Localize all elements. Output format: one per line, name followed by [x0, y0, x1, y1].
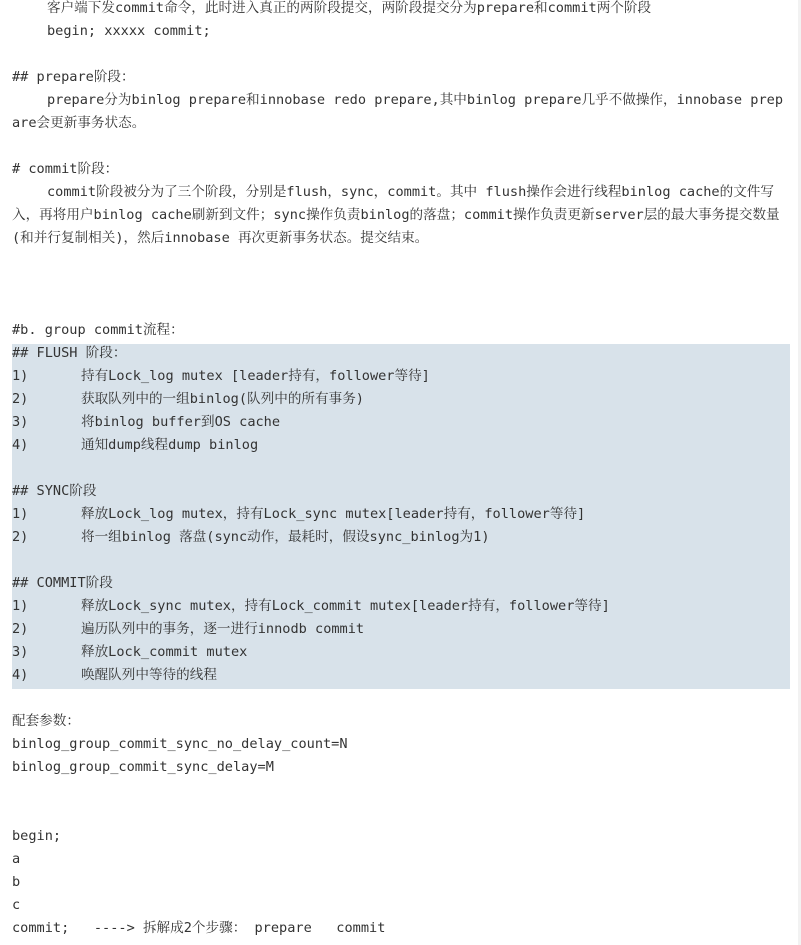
- flush-step: [12, 411, 280, 434]
- step-text: 释放Lock_sync mutex，持有Lock_commit mutex[leader持有，follower等待]: [81, 598, 610, 614]
- step-number: 3): [12, 414, 29, 430]
- group-commit-title: #b. group commit流程：: [12, 322, 184, 338]
- step-text: 持有Lock_log mutex [leader持有，follower等待]: [81, 368, 430, 384]
- step-number: 2): [12, 391, 29, 407]
- step-number: 4): [12, 667, 29, 683]
- step-text: 将binlog buffer到OS cache: [81, 414, 281, 430]
- step-number: 2): [12, 529, 29, 545]
- intro-line-2: begin; xxxxx commit;: [47, 23, 211, 39]
- commit-step: [12, 664, 217, 687]
- commit-step: [12, 595, 610, 618]
- commit-phase-heading: ## COMMIT阶段: [12, 575, 113, 591]
- step-number: 1): [12, 506, 29, 522]
- param-line: binlog_group_commit_sync_no_delay_count=N: [12, 736, 348, 752]
- flush-step: [12, 365, 430, 388]
- example-line: a: [12, 851, 21, 867]
- sync-step: [12, 503, 585, 526]
- example-line: b: [12, 874, 21, 890]
- prepare-body: prepare分为binlog prepare和innobase redo prepare,其中binlog prepare几乎不做操作，innobase prepare会更新事务状态。: [12, 92, 784, 131]
- intro-line-1: 客户端下发commit命令，此时进入真正的两阶段提交，两阶段提交分为prepare和commit两个阶段: [47, 0, 652, 16]
- step-text: 释放Lock_commit mutex: [81, 644, 248, 660]
- step-text: 获取队列中的一组binlog(队列中的所有事务): [81, 391, 364, 407]
- flush-heading: ## FLUSH 阶段：: [12, 345, 127, 361]
- step-number: 2): [12, 621, 29, 637]
- step-number: 3): [12, 644, 29, 660]
- prepare-heading: ## prepare阶段：: [12, 69, 135, 85]
- param-line: binlog_group_commit_sync_delay=M: [12, 759, 274, 775]
- step-number: 1): [12, 598, 29, 614]
- step-text: 释放Lock_log mutex，持有Lock_sync mutex[leader持有，follower等待]: [81, 506, 586, 522]
- example-line: commit; ----> 拆解成2个步骤： prepare commit: [12, 920, 386, 936]
- step-number: 1): [12, 368, 29, 384]
- commit-step: [12, 618, 364, 641]
- commit-heading: # commit阶段：: [12, 161, 119, 177]
- step-text: 通知dump线程dump binlog: [81, 437, 259, 453]
- step-text: 遍历队列中的事务，逐一进行innodb commit: [81, 621, 365, 637]
- commit-step: [12, 641, 247, 664]
- step-number: 4): [12, 437, 29, 453]
- sync-heading: ## SYNC阶段: [12, 483, 97, 499]
- step-text: 将一组binlog 落盘(sync动作，最耗时，假设sync_binlog为1): [81, 529, 490, 545]
- flush-step: [12, 388, 364, 411]
- flush-step: [12, 434, 258, 457]
- example-line: c: [12, 897, 21, 913]
- sync-step: [12, 526, 490, 549]
- step-text: 唤醒队列中等待的线程: [81, 667, 217, 683]
- example-line: begin;: [12, 828, 62, 844]
- commit-body: commit阶段被分为了三个阶段，分别是flush，sync，commit。其中 flush操作会进行线程binlog cache的文件写入，再将用户binlog cache刷新到文件；sync操作负责binlog的落盘；commit操作负责更新server层的最大事务提交数量(和并行复制相关)，然后innobase 再次更新事务状态。提交结束。: [12, 184, 780, 246]
- params-heading: 配套参数：: [12, 713, 80, 729]
